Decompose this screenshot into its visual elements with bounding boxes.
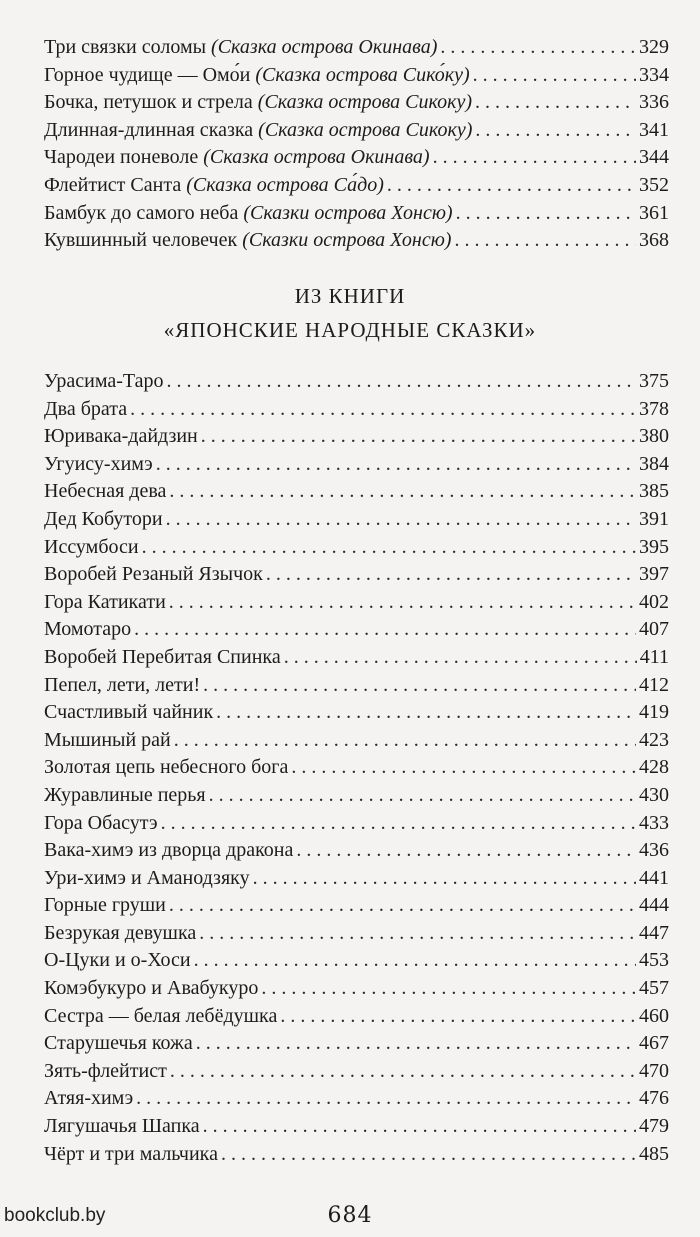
toc-entry <box>44 1030 669 1058</box>
entry-page: 433 <box>639 811 669 834</box>
entry-title: Длинная-длинная сказка <box>44 118 254 141</box>
dot-leader <box>475 117 636 145</box>
entry-source: (Сказка острова Сико́ку) <box>255 63 470 86</box>
dot-leader <box>291 754 636 782</box>
dot-leader <box>203 672 636 700</box>
toc-entry <box>44 782 669 810</box>
dot-leader <box>440 34 636 62</box>
toc-entry <box>44 451 669 479</box>
entry-title: Чародеи поневоле <box>44 146 199 169</box>
entry-title: Зять-флейтист <box>44 1059 167 1082</box>
entry-title: Дед Кобутори <box>44 507 163 530</box>
dot-leader <box>169 589 636 617</box>
dot-leader <box>221 1141 636 1169</box>
entry-title: Урасима-Таро <box>44 370 164 392</box>
entry-title: Бочка, петушок и стрела <box>44 91 253 114</box>
entry-source: (Сказка острова Окинава) <box>203 146 430 169</box>
dot-leader <box>456 200 636 228</box>
toc-entry <box>44 423 669 451</box>
toc-entry <box>44 1141 669 1169</box>
dot-leader <box>201 423 636 451</box>
entry-source: (Сказка острова Окинава) <box>211 36 438 58</box>
entry-title: Безрукая девушка <box>44 921 197 944</box>
dot-leader <box>209 782 636 810</box>
entry-title: Момотаро <box>44 618 132 641</box>
entry-page: 344 <box>639 146 669 169</box>
entry-title: Кувшинный человечек <box>44 229 238 252</box>
toc-entry <box>44 144 669 172</box>
entry-page: 470 <box>639 1059 669 1082</box>
section-heading-line1: ИЗ КНИГИ <box>294 284 406 308</box>
entry-title: Счастливый чайник <box>44 701 214 724</box>
toc-entry <box>44 478 669 506</box>
dot-leader <box>130 396 636 424</box>
entry-title: Старушечья кожа <box>44 1032 193 1055</box>
entry-title: Иссумбоси <box>44 535 139 558</box>
dot-leader <box>156 451 636 479</box>
toc-entry <box>44 1113 669 1141</box>
entry-page: 380 <box>639 425 669 448</box>
entry-title: Воробей Перебитая Спинка <box>44 645 281 668</box>
toc-entry <box>44 534 669 562</box>
toc-entry <box>44 616 669 644</box>
entry-title: Гора Обасутэ <box>44 811 158 834</box>
entry-title: Пепел, лети, лети! <box>44 673 201 696</box>
toc-entry <box>44 754 669 782</box>
entry-page: 441 <box>639 866 669 889</box>
toc-entry <box>44 589 669 617</box>
dot-leader <box>161 810 636 838</box>
toc-entry <box>44 810 669 838</box>
entry-source: (Сказка острова Сикоку) <box>258 118 473 141</box>
entry-page: 428 <box>639 756 669 779</box>
entry-page: 436 <box>639 839 669 862</box>
dot-leader <box>166 506 636 534</box>
entry-page: 467 <box>639 1032 669 1055</box>
entry-title: Два брата <box>44 397 128 420</box>
entry-page: 334 <box>639 63 669 86</box>
dot-leader <box>174 727 636 755</box>
toc-entry <box>44 920 669 948</box>
entry-title: Вака-химэ из дворца дракона <box>44 839 294 862</box>
dot-leader <box>134 616 636 644</box>
dot-leader <box>280 1003 636 1031</box>
toc-entry <box>44 837 669 865</box>
page-number: 684 <box>327 1203 373 1228</box>
toc-entry <box>44 865 669 893</box>
entry-page: 329 <box>639 36 669 58</box>
dot-leader <box>199 920 636 948</box>
entry-page: 378 <box>639 397 669 420</box>
dot-leader <box>136 1085 636 1113</box>
entry-title: Флейтист Санта <box>44 173 182 196</box>
toc-entry <box>44 227 669 255</box>
entry-page: 336 <box>639 91 669 114</box>
toc-entry <box>44 89 669 117</box>
entry-title: Небесная дева <box>44 480 167 503</box>
entry-title: Гора Катикати <box>44 590 166 613</box>
entry-page: 453 <box>639 949 669 972</box>
dot-leader <box>454 227 636 255</box>
entry-title: Золотая цепь небесного бога <box>44 756 289 779</box>
entry-page: 485 <box>639 1142 669 1165</box>
entry-page: 385 <box>639 480 669 503</box>
toc-entry <box>44 672 669 700</box>
dot-leader <box>387 172 636 200</box>
entry-source: (Сказка острова Са́до) <box>186 173 384 196</box>
dot-leader <box>253 865 636 893</box>
toc-entry <box>44 117 669 145</box>
dot-leader <box>266 561 636 589</box>
dot-leader <box>261 975 636 1003</box>
dot-leader <box>473 62 636 90</box>
entry-title: Три связки соломы <box>44 36 207 58</box>
entry-title: Угуису-химэ <box>44 452 153 475</box>
toc-entry <box>44 34 669 62</box>
toc-entry <box>44 172 669 200</box>
entry-page: 460 <box>639 1004 669 1027</box>
entry-page: 411 <box>639 645 669 668</box>
entry-title: Атяя-химэ <box>44 1087 134 1110</box>
toc-entry <box>44 200 669 228</box>
toc-entry <box>44 62 669 90</box>
toc-entry <box>44 368 669 396</box>
entry-source: (Сказка острова Сикоку) <box>257 91 473 114</box>
entry-page: 447 <box>639 921 669 944</box>
toc-entry <box>44 644 669 672</box>
toc-entry <box>44 892 669 920</box>
dot-leader <box>475 89 636 117</box>
dot-leader <box>203 1113 636 1141</box>
toc-entry <box>44 947 669 975</box>
entry-title: Чёрт и три мальчика <box>44 1142 218 1165</box>
entry-title: Юривака-дайдзин <box>44 425 198 448</box>
entry-page: 476 <box>639 1087 669 1110</box>
entry-source: (Сказки острова Хонсю) <box>242 229 452 252</box>
entry-page: 419 <box>639 701 669 724</box>
entry-page: 444 <box>639 894 669 917</box>
entry-page: 397 <box>639 563 669 586</box>
dot-leader <box>196 1030 636 1058</box>
watermark-text: bookclub.by <box>4 1205 106 1226</box>
entry-title: Сестра — белая лебёдушка <box>44 1004 278 1027</box>
entry-title: Лягушачья Шапка <box>44 1115 200 1138</box>
toc-bottom-list <box>44 368 669 1168</box>
entry-title: Мышиный рай <box>44 728 171 751</box>
entry-title: Ури-химэ и Аманодзяку <box>44 866 250 889</box>
entry-page: 479 <box>639 1115 669 1138</box>
dot-leader <box>194 947 636 975</box>
entry-page: 375 <box>639 370 669 392</box>
dot-leader <box>296 837 636 865</box>
entry-source: (Сказки острова Хонсю) <box>243 201 453 224</box>
entry-title: Комэбукуро и Авабукуро <box>44 977 259 1000</box>
toc-entry <box>44 506 669 534</box>
entry-page: 402 <box>639 590 669 613</box>
dot-leader <box>284 644 637 672</box>
entry-page: 391 <box>639 507 669 530</box>
entry-title: О-Цуки и о-Хоси <box>44 949 191 972</box>
dot-leader <box>433 144 636 172</box>
entry-page: 368 <box>639 229 669 252</box>
entry-title: Горные груши <box>44 894 166 917</box>
entry-page: 423 <box>639 728 669 751</box>
entry-page: 395 <box>639 535 669 558</box>
section-heading-line2: «ЯПОНСКИЕ НАРОДНЫЕ СКАЗКИ» <box>163 318 537 342</box>
entry-title: Бамбук до самого неба <box>44 201 239 224</box>
toc-entry <box>44 975 669 1003</box>
dot-leader <box>142 534 636 562</box>
toc-entry <box>44 1058 669 1086</box>
entry-page: 457 <box>639 977 669 1000</box>
entry-page: 384 <box>639 452 669 475</box>
dot-leader <box>169 478 636 506</box>
dot-leader <box>216 699 636 727</box>
dot-leader <box>169 892 636 920</box>
entry-page: 407 <box>639 618 669 641</box>
toc-entry <box>44 1003 669 1031</box>
toc-top-list <box>44 34 669 255</box>
toc-entry <box>44 727 669 755</box>
toc-entry <box>44 1085 669 1113</box>
entry-page: 341 <box>639 118 669 141</box>
entry-title: Воробей Резаный Язычок <box>44 563 263 586</box>
toc-entry <box>44 396 669 424</box>
toc-entry <box>44 561 669 589</box>
entry-title: Горное чудище — Омо́и <box>44 63 251 86</box>
entry-page: 352 <box>639 173 669 196</box>
toc-entry <box>44 699 669 727</box>
entry-title: Журавлиные перья <box>44 783 206 806</box>
entry-page: 430 <box>639 783 669 806</box>
dot-leader <box>170 1058 636 1086</box>
dot-leader <box>167 368 636 396</box>
entry-page: 412 <box>639 673 669 696</box>
entry-page: 361 <box>639 201 669 224</box>
